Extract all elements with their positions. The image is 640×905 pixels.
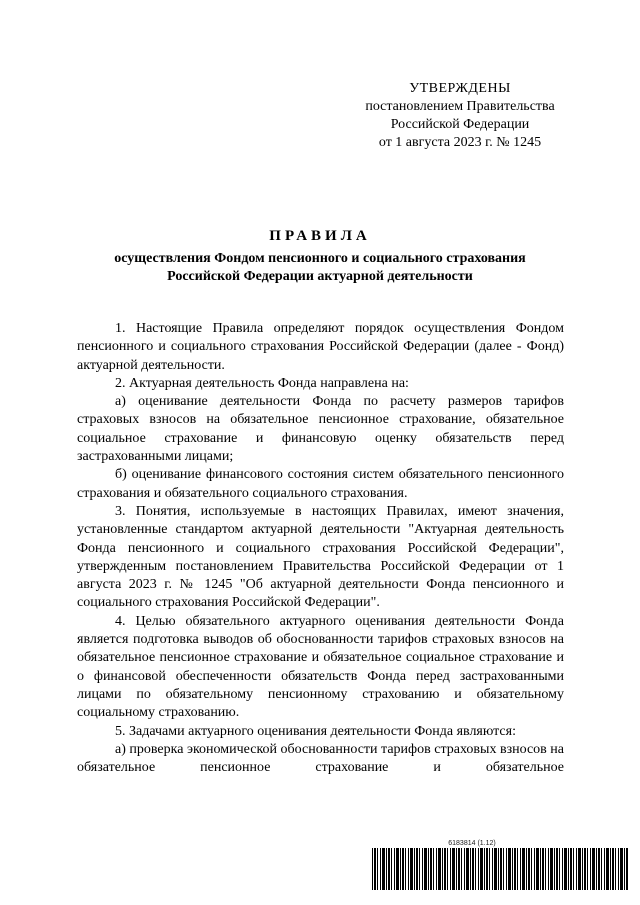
document-title: ПРАВИЛА bbox=[269, 228, 371, 244]
barcode-number: 6183814 (1.12) bbox=[448, 840, 496, 847]
paragraph-4: 4. Целью обязательного актуарного оценивания деятельности Фонда является подготовка выводов об обоснованности тарифов страховых взносов на обязательное пенсионное страхование и обязательное социальное страхование и о финансовой обеспеченности обязательств Фонда перед застрахованными лицами по обязательному пенсионному страхованию и обязательному социальному страхованию. bbox=[77, 613, 564, 721]
approval-line-3: от 1 августа 2023 г. № 1245 bbox=[378, 135, 542, 150]
subtitle-line-2: Российской Федерации актуарной деятельности bbox=[167, 269, 473, 284]
barcode-block bbox=[372, 840, 628, 890]
barcode-icon bbox=[372, 848, 628, 890]
paragraph-2a: а) оценивание деятельности Фонда по расчету размеров тарифов страховых взносов на обязательное пенсионное страхование, обязательное социальное страхование и финансовую оценку обязательств перед застрахованными лицами; bbox=[77, 394, 564, 465]
document-body bbox=[77, 320, 564, 777]
paragraph-1: 1. Настоящие Правила определяют порядок осуществления Фондом пенсионного и социального страхования Российской Федерации (далее - Фонд) актуарной деятельности. bbox=[77, 321, 564, 373]
paragraph-2: 2. Актуарная деятельность Фонда направлена на: bbox=[115, 375, 409, 391]
document-subtitle bbox=[60, 250, 580, 286]
subtitle-line-1: осуществления Фондом пенсионного и социального страхования bbox=[114, 251, 526, 266]
paragraph-3: 3. Понятия, используемые в настоящих Правилах, имеют значения, установленные стандартом актуарной деятельности "Актуарная деятельность Фонда пенсионного и социального страхования Российской Федерации", утвержденным постановлением Правительства Российской Федерации от 1 августа 2023 г. № 1245 "Об актуарной деятельности Фонда пенсионного и социального страхования Российской Федерации". bbox=[77, 503, 564, 611]
approval-line-2: Российской Федерации bbox=[390, 117, 530, 132]
approval-heading: УТВЕРЖДЕНЫ bbox=[409, 81, 511, 96]
approval-block bbox=[330, 80, 590, 152]
paragraph-2b: б) оценивание финансового состояния систем обязательного пенсионного страхования и обязательного социального страхования. bbox=[77, 467, 564, 501]
approval-line-1: постановлением Правительства bbox=[365, 99, 555, 114]
paragraph-5: 5. Задачами актуарного оценивания деятельности Фонда являются: bbox=[115, 723, 516, 739]
paragraph-5a: а) проверка экономической обоснованности тарифов страховых взносов на обязательное пенсионное страхование и обязательное bbox=[77, 741, 564, 776]
